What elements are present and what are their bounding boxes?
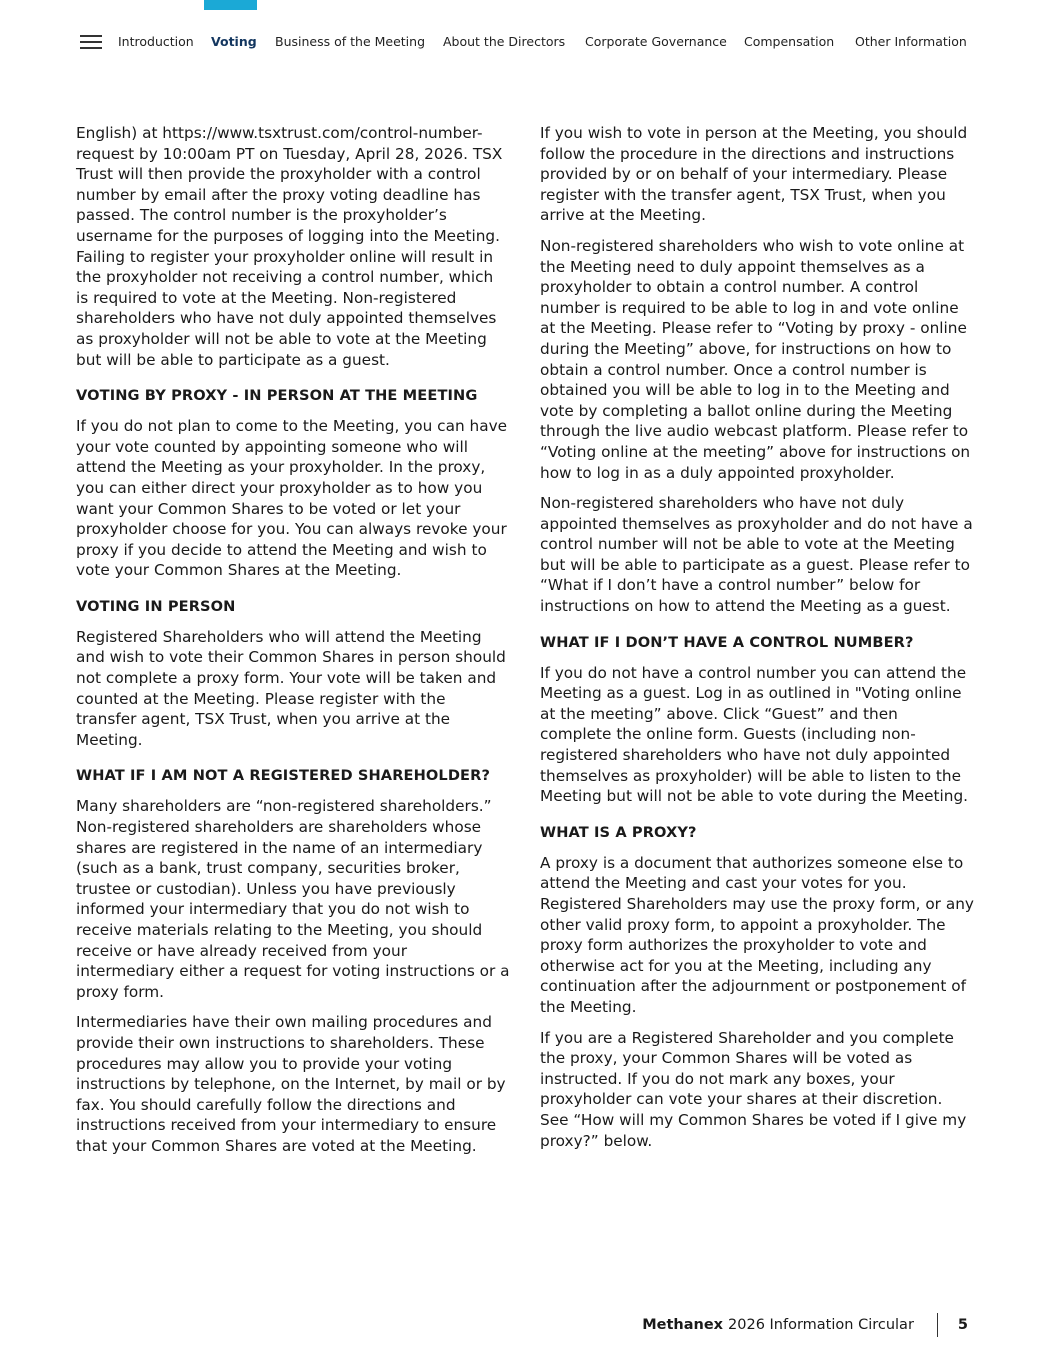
footer-divider: [937, 1313, 938, 1337]
guest-participation-paragraph: Non-registered shareholders who have not duly appointed themselves as proxyholder and do not have a control number will not be able to vote at the Meeting but will be able to participate as a guest. Please refer to “What if I don’t have a control number” below for instructions on how to attend the Meeting as a guest.: [540, 494, 973, 616]
nav-item-voting[interactable]: Voting: [211, 34, 257, 49]
nav-item-compensation[interactable]: Compensation: [744, 34, 835, 49]
top-navigation: [80, 30, 118, 54]
non-registered-paragraph-1: Many shareholders are “non-registered shareholders.” Non-registered shareholders are shareholders whose shares are registered in the name of an intermediary (such as a bank, trust company, securities broker, trustee or custodian). Unless you have previously informed your intermediary that you do not wish to receive materials relating to the Meeting, you should receive or have already received from your intermediary either a request for voting instructions or a proxy form.: [76, 797, 510, 1001]
nav-item-corporate-governance[interactable]: Corporate Governance: [585, 34, 727, 49]
what-is-a-proxy-paragraph-1: A proxy is a document that authorizes someone else to attend the Meeting and cast your votes for you. Registered Shareholders may use the proxy form, or any other valid proxy form, to appoint a proxyholder. The proxy form authorizes the proxyholder to vote and otherwise act for you at the Meeting, including any continuation after the adjournment or postponement of the Meeting.: [540, 853, 974, 1016]
footer-brand: Methanex: [642, 1317, 724, 1333]
hamburger-menu-icon[interactable]: [80, 35, 102, 49]
nav-item-introduction[interactable]: Introduction: [118, 34, 194, 49]
active-tab-indicator: [204, 0, 257, 10]
section-heading-voting-by-proxy-in-person: VOTING BY PROXY - IN PERSON AT THE MEETING: [76, 387, 478, 405]
voting-by-proxy-paragraph: If you do not plan to come to the Meeting, you can have your vote counted by appointing someone who will attend the Meeting as your proxyholder. In the proxy, you can either direct your proxyholder as to how you want your Common Shares to be voted or let your proxyholder choose for you. You can always revoke your proxy if you decide to attend the Meeting and wish to vote your Common Shares at the Meeting.: [76, 417, 508, 580]
vote-online-paragraph: Non-registered shareholders who wish to vote online at the Meeting need to duly appoint themselves as a proxyholder to obtain a control number. A control number is required to be able to log in and vote online at the Meeting. Please refer to “Voting by proxy - online during the Meeting” above, for instructions on how to obtain a control number. Once a control number is obtained you will be able to log in to the Meeting and vote by completing a ballot online during the Meeting through the live audio webcast platform. Please refer to “Voting online at the meeting” above for instructions on how to log in as a duly appointed proxyholder.: [540, 236, 971, 482]
non-registered-paragraph-2: Intermediaries have their own mailing procedures and provide their own instructions to shareholders. These procedures may allow you to provide your voting instructions by telephone, on the Internet, by mail or by fax. You should carefully follow the directions and instructions received from your intermediary to ensure that your Common Shares are voted at the Meeting.: [76, 1013, 506, 1155]
left-column: [76, 123, 510, 1167]
section-heading-voting-in-person: VOTING IN PERSON: [76, 597, 236, 615]
nav-item-other-information[interactable]: Other Information: [855, 34, 967, 49]
footer-title: 2026 Information Circular: [728, 1317, 914, 1333]
what-is-a-proxy-paragraph-2: If you are a Registered Shareholder and you complete the proxy, your Common Shares will be voted as instructed. If you do not mark any boxes, your proxyholder can vote your shares at their discretion. See “How will my Common Shares be voted if I give my proxy?” below.: [540, 1028, 967, 1150]
vote-in-person-paragraph: If you wish to vote in person at the Meeting, you should follow the procedure in the directions and instructions provided by or on behalf of your intermediary. Please register with the transfer agent, TSX Trust, when you arrive at the Meeting.: [540, 124, 968, 225]
voting-in-person-paragraph: Registered Shareholders who will attend the Meeting and wish to vote their Common Shares in person should not complete a proxy form. Your vote will be taken and counted at the Meeting. Please register with the transfer agent, TSX Trust, when you arrive at the Meeting.: [76, 627, 506, 749]
nav-item-about-the-directors[interactable]: About the Directors: [443, 34, 566, 49]
no-control-number-paragraph: If you do not have a control number you can attend the Meeting as a guest. Log in as outlined in "Voting online at the meeting” above. Click “Guest” and then complete the online form. Guests (including non-registered shareholders who have not duly appointed themselves as proxyholder) will be able to listen to the Meeting but will not be able to vote during the Meeting.: [540, 663, 969, 806]
right-column: [540, 123, 974, 1161]
nav-item-business-of-the-meeting[interactable]: Business of the Meeting: [275, 34, 425, 49]
section-heading-what-is-a-proxy: WHAT IS A PROXY?: [540, 823, 697, 841]
section-heading-not-registered-shareholder: WHAT IF I AM NOT A REGISTERED SHAREHOLDER?: [76, 767, 491, 785]
intro-paragraph: English) at https://www.tsxtrust.com/control-number-request by 10:00am PT on Tuesday, April 28, 2026. TSX Trust will then provide the proxyholder with a control number by email after the proxy voting deadline has passed. The control number is the proxyholder’s username for the purposes of logging into the Meeting. Failing to register your proxyholder online will result in the proxyholder not receiving a control number, which is required to vote at the Meeting. Non-registered shareholders who have not duly appointed themselves as proxyholder will not be able to vote at the Meeting but will be able to participate as a guest.: [76, 124, 503, 369]
section-heading-no-control-number: WHAT IF I DON’T HAVE A CONTROL NUMBER?: [540, 633, 914, 651]
page-number: 5: [957, 1317, 968, 1333]
page-footer: [642, 1313, 968, 1337]
